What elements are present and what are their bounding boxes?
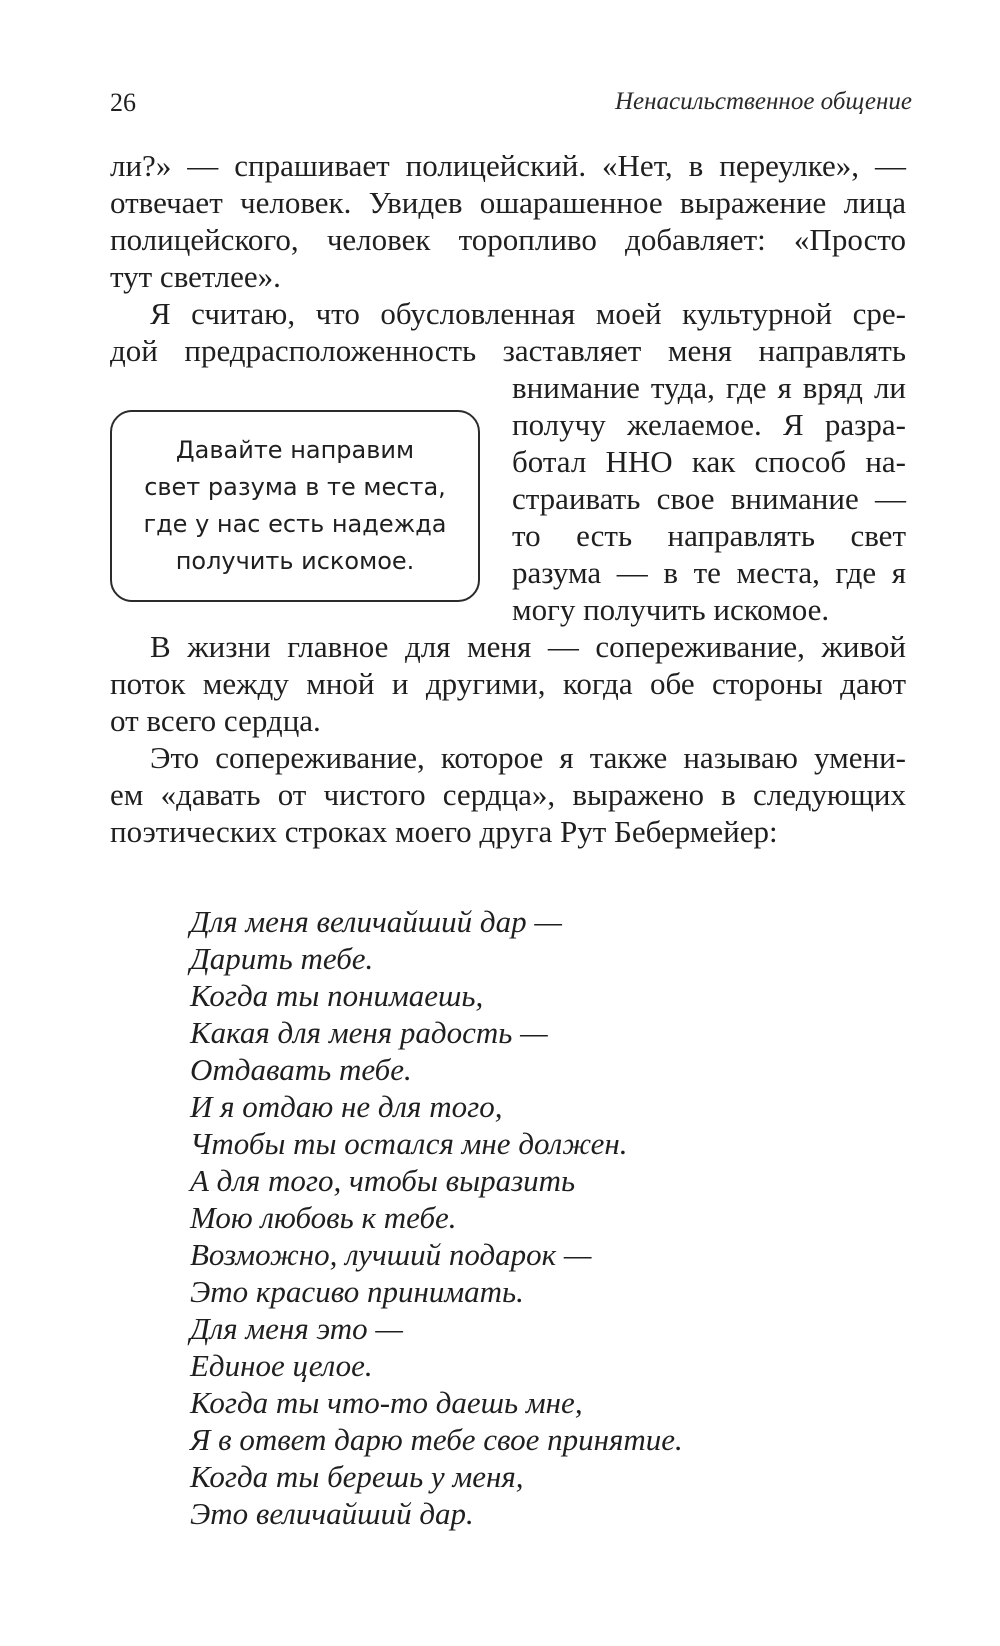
poem-line: Когда ты берешь у меня, xyxy=(190,1459,524,1494)
poem-line: Это красиво принимать. xyxy=(190,1274,524,1309)
text-line: от всего сердца. xyxy=(110,703,321,738)
paragraph-2 xyxy=(110,295,906,369)
text-line: В жизни главное для меня — сопереживание, живой xyxy=(150,629,906,664)
poem-line: Отдавать тебе. xyxy=(190,1052,412,1087)
poem-line: Я в ответ дарю тебе свое принятие. xyxy=(190,1422,683,1457)
poem-line: Мою любовь к тебе. xyxy=(190,1200,457,1235)
text-line: полицейского, человек торопливо добавляет: «Просто xyxy=(110,222,906,257)
poem-line: Для меня величайший дар — xyxy=(190,904,562,939)
text-line: поэтических строках моего друга Рут Бебермейер: xyxy=(110,814,778,849)
page-header xyxy=(110,88,912,128)
paragraph-2-narrow xyxy=(512,369,906,628)
paragraph-3 xyxy=(110,628,906,739)
text-line: внимание туда, где я вряд ли xyxy=(512,370,906,405)
poem-line: Единое целое. xyxy=(190,1348,373,1383)
text-line: ем «давать от чистого сердца», выражено в следующих xyxy=(110,777,906,812)
text-line: дой предрасположенность заставляет меня направлять xyxy=(110,333,906,368)
poem-line: Когда ты понимаешь, xyxy=(190,978,484,1013)
text-line: отвечает человек. Увидев ошарашенное выражение лица xyxy=(110,185,906,220)
text-line: Я считаю, что обусловленная моей культурной сре- xyxy=(150,296,906,331)
text-line: то есть направлять свет xyxy=(512,518,906,553)
text-line: разума — в те места, где я xyxy=(512,555,906,590)
poem-line: Для меня это — xyxy=(190,1311,403,1346)
text-line: получу желаемое. Я разра- xyxy=(512,407,906,442)
running-title: Ненасильственное общение xyxy=(614,88,912,115)
paragraph-4 xyxy=(110,739,906,850)
text-line: ли?» — спрашивает полицейский. «Нет, в переулке», — xyxy=(110,148,906,183)
paragraph-1 xyxy=(110,147,906,295)
poem-line: Когда ты что-то даешь мне, xyxy=(190,1385,583,1420)
text-line: страивать свое внимание — xyxy=(512,481,906,516)
text-line: ботал ННО как способ на- xyxy=(512,444,906,479)
poem-line: Возможно, лучший подарок — xyxy=(190,1237,592,1272)
pull-quote-line: Давайте направим xyxy=(175,436,415,464)
text-line: тут светлее». xyxy=(110,259,281,294)
page-number: 26 xyxy=(110,88,136,117)
poem-line: И я отдаю не для того, xyxy=(190,1089,503,1124)
pull-quote-box xyxy=(110,410,480,602)
poem-line: Это величайший дар. xyxy=(190,1496,474,1531)
poem-line: Дарить тебе. xyxy=(190,941,374,976)
pull-quote-line: свет разума в те места, xyxy=(144,473,446,501)
pull-quote-line: где у нас есть надежда xyxy=(143,510,447,538)
poem-line: Чтобы ты остался мне должен. xyxy=(190,1126,628,1161)
text-line: Это сопереживание, которое я также называю умени- xyxy=(150,740,906,775)
poem-line: А для того, чтобы выразить xyxy=(190,1163,576,1198)
poem-line: Какая для меня радость — xyxy=(190,1015,548,1050)
poem xyxy=(190,903,683,1532)
pull-quote-line: получить искомое. xyxy=(175,547,415,575)
text-line: поток между мной и другими, когда обе стороны дают xyxy=(110,666,906,701)
text-line: могу получить искомое. xyxy=(512,592,830,627)
